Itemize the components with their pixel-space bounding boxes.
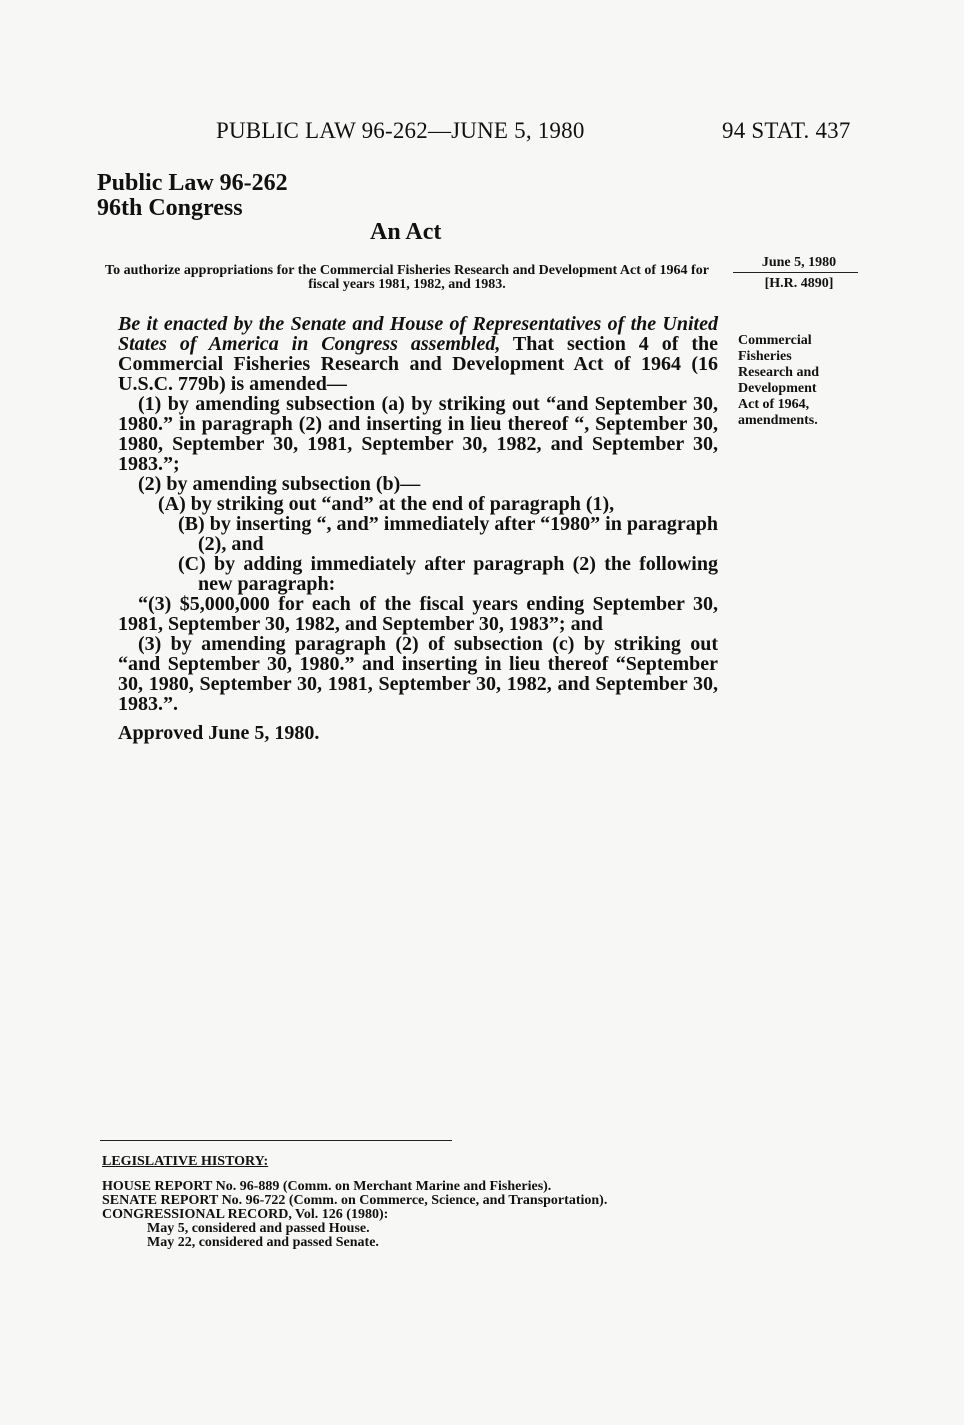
act-title: An Act bbox=[370, 219, 442, 245]
senate-action: May 22, considered and passed Senate. bbox=[147, 1235, 379, 1250]
running-title: PUBLIC LAW 96-262—JUNE 5, 1980 bbox=[216, 118, 585, 143]
stat-page-number: 94 STAT. 437 bbox=[722, 118, 851, 143]
legislative-history-heading: LEGISLATIVE HISTORY: bbox=[102, 1154, 269, 1169]
paragraph-2: (2) by amending subsection (b)— bbox=[138, 473, 421, 495]
house-report: HOUSE REPORT No. 96-889 (Comm. on Merchant Marine and Fisheries). bbox=[102, 1179, 552, 1194]
margin-subject-note bbox=[738, 333, 848, 429]
legislative-history bbox=[102, 1180, 742, 1250]
enacting-text: That section 4 of the Commercial Fisheries Research and Development Act of 1964 (16 U.S.C. 779b) is amended— bbox=[118, 333, 718, 395]
congressional-record: CONGRESSIONAL RECORD, Vol. 126 (1980): bbox=[102, 1207, 389, 1222]
margin-note-line: Research and bbox=[738, 365, 820, 380]
congress: 96th Congress bbox=[97, 195, 243, 221]
paragraph-2c: (C) by adding immediately after paragraph (2) the following new paragraph: bbox=[178, 553, 718, 595]
paragraph-3: (3) by amending paragraph (2) of subsection (c) by striking out “and September 30, 1980.” and inserting in lieu thereof “September 30, 1980, September 30, 1981, September 30, 1982, and September 30, 1983.”. bbox=[118, 633, 718, 715]
margin-note-line: Development bbox=[738, 381, 817, 396]
margin-note-line: Commercial bbox=[738, 333, 812, 348]
paragraph-1: (1) by amending subsection (a) by striking out “and September 30, 1980.” in paragraph (2) and inserting in lieu thereof “, September 30, 1980, September 30, 1981, September 30, 1982, and September 30, 1983.”; bbox=[118, 393, 718, 475]
new-paragraph-quote: “(3) $5,000,000 for each of the fiscal years ending September 30, 1981, September 30, 1982, and September 30, 1983”; and bbox=[118, 593, 718, 635]
margin-note-line: Act of 1964, bbox=[738, 397, 810, 412]
margin-date: June 5, 1980 bbox=[761, 255, 837, 270]
act-purpose: To authorize appropriations for the Commercial Fisheries Research and Development Act of 1964 for fiscal years 1981, 1982, and 1983. bbox=[105, 263, 709, 292]
law-number: Public Law 96-262 bbox=[97, 170, 288, 196]
footnote-rule bbox=[100, 1140, 452, 1141]
paragraph-2a: (A) by striking out “and” at the end of paragraph (1), bbox=[158, 493, 615, 515]
enacting-clause bbox=[118, 314, 718, 394]
paragraph-2b: (B) by inserting “, and” immediately after “1980” in paragraph (2), and bbox=[178, 513, 718, 555]
margin-note-line: Fisheries bbox=[738, 349, 792, 364]
approval-date: Approved June 5, 1980. bbox=[118, 722, 320, 744]
margin-rule bbox=[733, 272, 858, 273]
margin-bill: [H.R. 4890] bbox=[764, 276, 834, 291]
act-body bbox=[118, 314, 718, 714]
house-action: May 5, considered and passed House. bbox=[147, 1221, 370, 1236]
senate-report: SENATE REPORT No. 96-722 (Comm. on Commerce, Science, and Transportation). bbox=[102, 1193, 608, 1208]
enacting-formula: Be it enacted by the Senate and House of Representatives of the United States of America in Congress assembled, bbox=[118, 313, 718, 355]
margin-note-line: amendments. bbox=[738, 413, 818, 428]
